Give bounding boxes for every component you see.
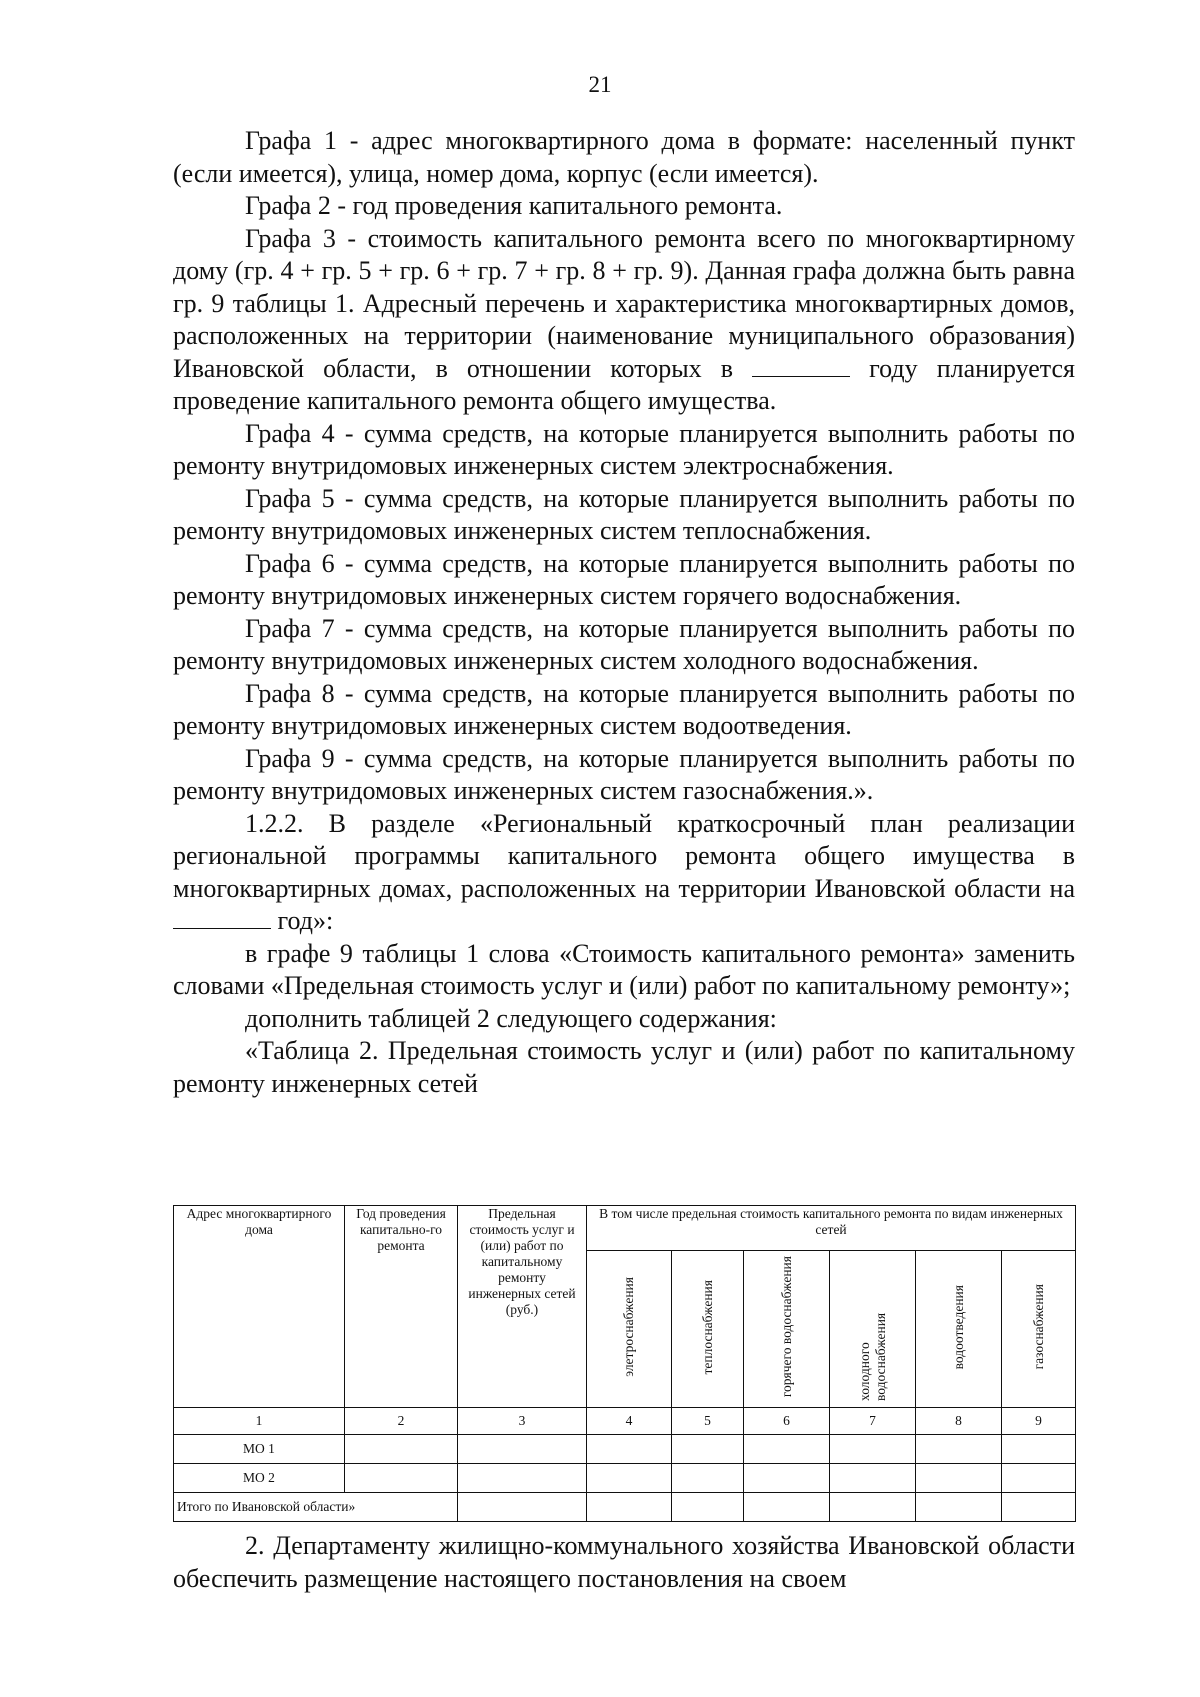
year-blank [752,356,850,377]
table-cell [587,1464,672,1493]
table-cell [916,1435,1002,1464]
table-cell [458,1435,587,1464]
table-cell [916,1464,1002,1493]
table-row [174,1464,1076,1493]
cost-table-wrap [173,1205,1075,1522]
header-cold-water-label: холодного водоснабжения [856,1312,888,1401]
paragraph-grafa-8: Графа 8 - сумма средств, на которые планируется выполнить работы по ремонту внутридомовых инженерных систем водоотведения. [173,678,1075,740]
header-sewerage [916,1251,1002,1408]
header-hot-water [744,1251,830,1408]
paragraph-grafa-3 [173,223,1075,418]
table-cell [672,1435,744,1464]
paragraph-grafa-4: Графа 4 - сумма средств, на которые планируется выполнить работы по ремонту внутридомовых инженерных систем электроснабжения. [173,418,1075,480]
table-cell [830,1493,916,1522]
table-row [174,1435,1076,1464]
table-cell [458,1493,587,1522]
table-cell [1002,1493,1076,1522]
column-number: 6 [744,1408,830,1435]
header-electricity [587,1251,672,1408]
header-gas-label: газоснабжения [1030,1284,1046,1370]
paragraph-1-2-2-tail: год»: [277,906,334,935]
paragraph-add-table: дополнить таблицей 2 следующего содержания: [245,1003,777,1033]
column-number: 1 [174,1408,345,1435]
paragraph-2-department: 2. Департаменту жилищно-коммунального хозяйства Ивановской области обеспечить размещение настоящего постановления на своем [173,1531,1075,1593]
paragraph-grafa-3-text: Графа 3 - стоимость капитального ремонта всего по многоквартирному дому (гр. 4 + гр. 5 + гр. 6 + гр. 7 + гр. 8 + гр. 9). Данная графа должна быть равна гр. 9 таблицы 1. Адресный перечень и характеристика многоквартирных домов, расположенных на территории (наименование муниципального образования) Ивановской области, в отношении которых в [173,223,1075,383]
page-number: 21 [588,72,612,97]
paragraph-grafa-9: Графа 9 - сумма средств, на которые планируется выполнить работы по ремонту внутридомовых инженерных систем газоснабжения.». [173,743,1075,805]
table-cell [345,1435,458,1464]
paragraph-grafa-6: Графа 6 - сумма средств, на которые планируется выполнить работы по ремонту внутридомовых инженерных систем горячего водоснабжения. [173,548,1075,610]
table-cell [744,1464,830,1493]
header-max-cost: Предельная стоимость услуг и (или) работ по капитальному ремонту инженерных сетей (руб.) [458,1206,587,1408]
column-number: 9 [1002,1408,1076,1435]
header-group: В том числе предельная стоимость капитального ремонта по видам инженерных сетей [587,1206,1076,1251]
header-address: Адрес многоквартирного дома [174,1206,345,1408]
header-cold-water [830,1251,916,1408]
table-cell [830,1435,916,1464]
table-cell [587,1435,672,1464]
paragraph-grafa-1: Графа 1 - адрес многоквартирного дома в формате: населенный пункт (если имеется), улица, номер дома, корпус (если имеется). [173,126,1075,188]
total-row [174,1493,1076,1522]
table-cell [1002,1435,1076,1464]
table-cell [672,1493,744,1522]
table-cell [744,1435,830,1464]
header-sewerage-label: водоотведения [950,1284,966,1370]
paragraph-1-2-2-text: 1.2.2. В разделе «Региональный краткосрочный план реализации региональной программы капитального ремонта общего имущества в многоквартирных домах, расположенных на территории Ивановской области на [173,808,1075,903]
paragraph-grafa-5: Графа 5 - сумма средств, на которые планируется выполнить работы по ремонту внутридомовых инженерных систем теплоснабжения. [173,483,1075,545]
table-cell [744,1493,830,1522]
header-heating-label: теплоснабжения [699,1279,715,1375]
column-number: 5 [672,1408,744,1435]
column-number: 3 [458,1408,587,1435]
table-cell [1002,1464,1076,1493]
column-number: 8 [916,1408,1002,1435]
document-continuation [173,1530,1075,1595]
column-number: 2 [345,1408,458,1435]
column-number: 7 [830,1408,916,1435]
header-heating [672,1251,744,1408]
row-label-mo1: МО 1 [174,1435,345,1464]
table-cell [345,1464,458,1493]
header-gas [1002,1251,1076,1408]
header-electricity-label: элетроснабжения [621,1277,636,1377]
paragraph-replace-words: в графе 9 таблицы 1 слова «Стоимость капитального ремонта» заменить словами «Предельная стоимость услуг и (или) работ по капитальному ремонту»; [173,938,1075,1000]
table-cell [458,1464,587,1493]
table-cell [830,1464,916,1493]
table-cell [916,1493,1002,1522]
document-body [173,125,1075,1100]
column-numbers-row [174,1408,1076,1435]
table-caption: «Таблица 2. Предельная стоимость услуг и (или) работ по капитальному ремонту инженерных сетей [173,1036,1075,1098]
paragraph-grafa-2: Графа 2 - год проведения капитального ремонта. [245,191,783,220]
table-cell [672,1464,744,1493]
table-cell [587,1493,672,1522]
cost-table [173,1205,1076,1522]
paragraph-1-2-2 [173,808,1075,938]
total-label: Итого по Ивановской области» [174,1493,458,1522]
paragraph-grafa-7: Графа 7 - сумма средств, на которые планируется выполнить работы по ремонту внутридомовых инженерных систем холодного водоснабжения. [173,613,1075,675]
paragraph-grafa-3-tail: году планируется проведение капитального ремонта общего имущества. [173,353,1075,415]
header-hot-water-label: горячего водоснабжения [778,1256,794,1398]
header-year: Год проведения капитально-го ремонта [345,1206,458,1408]
row-label-mo2: МО 2 [174,1464,345,1493]
year-blank-2 [173,908,271,929]
column-number: 4 [587,1408,672,1435]
